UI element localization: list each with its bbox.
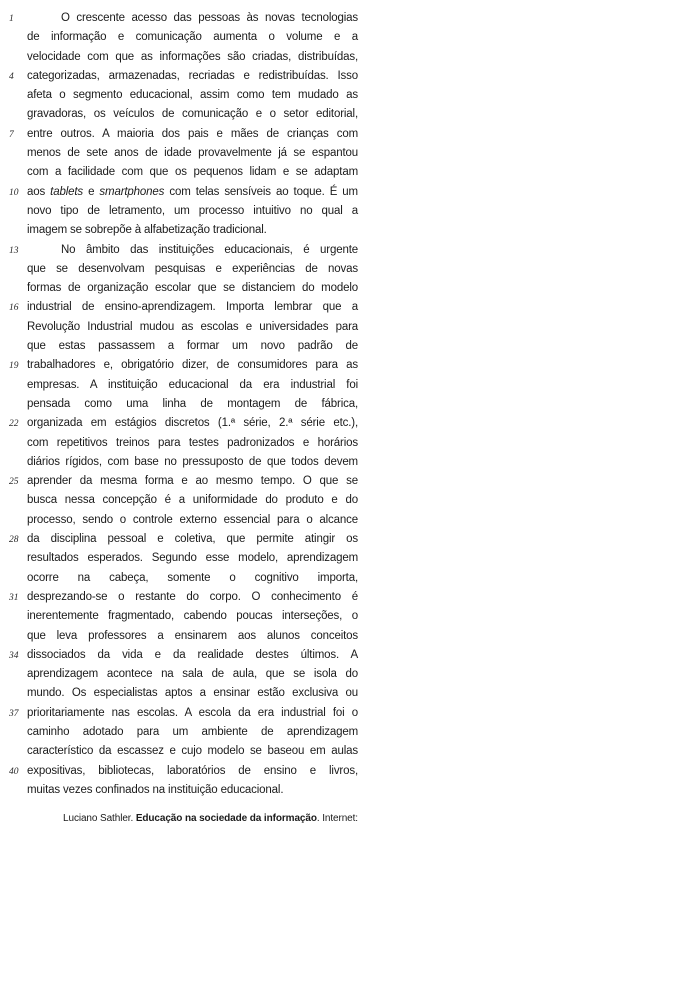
line-text: menos de sete anos de idade provavelmente já se espantou <box>27 147 358 160</box>
line-text: Revolução Industrial mudou as escolas e universidades para <box>27 320 358 333</box>
line-text: busca nessa concepção é a uniformidade do produto e do <box>27 494 358 507</box>
text-line <box>9 491 358 510</box>
line-text: resultados esperados. Segundo esse modelo, aprendizagem <box>27 552 358 565</box>
text-line <box>9 221 358 240</box>
line-text: categorizadas, armazenadas, recriadas e redistribuídas. Isso <box>27 69 358 82</box>
line-number: 4 <box>9 71 14 82</box>
text-line <box>9 627 358 646</box>
text-line <box>9 762 358 781</box>
text-block <box>9 9 358 800</box>
text-line <box>9 183 358 202</box>
text-line <box>9 241 358 260</box>
line-text: ocorre na cabeça, somente o cognitivo importa, <box>27 571 358 584</box>
line-number: 40 <box>9 766 19 777</box>
text-line <box>9 9 358 28</box>
text-line <box>9 67 358 86</box>
line-number: 31 <box>9 592 19 603</box>
text-line <box>9 48 358 67</box>
line-text: novo tipo de letramento, um processo intuitivo no qual a <box>27 204 358 217</box>
line-number: 28 <box>9 535 19 546</box>
line-text: industrial de ensino-aprendizagem. Importa lembrar que a <box>27 301 358 314</box>
line-text: imagem se sobrepõe à alfabetização tradicional. <box>27 224 267 237</box>
text-line <box>9 356 358 375</box>
text-line <box>9 665 358 684</box>
line-text: expositivas, bibliotecas, laboratórios de ensino e livros, <box>27 764 358 777</box>
line-text: inerentemente fragmentado, cabendo poucas interseções, o <box>27 610 358 623</box>
line-text: processo, sendo o controle externo essencial para o alcance <box>27 513 358 526</box>
line-text: com repetitivos treinos para testes padronizados e horários <box>27 436 358 449</box>
text-line <box>9 105 358 124</box>
line-text: pensada como uma linha de montagem de fábrica, <box>27 397 358 410</box>
line-text: aprendizagem acontece na sala de aula, que se isola do <box>27 668 358 681</box>
line-number: 37 <box>9 708 19 719</box>
text-line <box>9 260 358 279</box>
line-text: de informação e comunicação aumenta o volume e a <box>27 31 358 44</box>
line-text: prioritariamente nas escolas. A escola da era industrial foi o <box>27 706 358 719</box>
line-text: trabalhadores e, obrigatório dizer, de consumidores para as <box>27 359 358 372</box>
text-line <box>9 472 358 491</box>
line-number: 13 <box>9 245 19 256</box>
line-text: afeta o segmento educacional, assim como tem mudado as <box>27 89 358 102</box>
line-text: organizada em estágios discretos (1.ª série, 2.ª série etc.), <box>27 417 358 430</box>
line-number: 16 <box>9 303 19 314</box>
citation: Luciano Sathler. Educação na sociedade da informação. Internet: <box>63 813 358 824</box>
text-line <box>9 144 358 163</box>
text-line <box>9 125 358 144</box>
text-line <box>9 704 358 723</box>
text-line <box>9 298 358 317</box>
line-number: 22 <box>9 419 19 430</box>
text-line <box>9 453 358 472</box>
line-number: 10 <box>9 187 19 198</box>
text-line <box>9 376 358 395</box>
line-number: 34 <box>9 650 19 661</box>
line-text: mundo. Os especialistas aptos a ensinar estão exclusiva ou <box>27 687 358 700</box>
text-line <box>9 279 358 298</box>
text-line <box>9 28 358 47</box>
line-number: 25 <box>9 477 19 488</box>
line-text: No âmbito das instituições educacionais, é urgente <box>61 243 358 256</box>
text-line <box>9 511 358 530</box>
line-text: característico da escassez e cujo modelo se baseou em aulas <box>27 745 358 758</box>
text-line <box>9 202 358 221</box>
line-text: velocidade com que as informações são criadas, distribuídas, <box>27 50 358 63</box>
line-text: desprezando-se o restante do corpo. O conhecimento é <box>27 590 358 603</box>
text-line <box>9 163 358 182</box>
line-text: dissociados da vida e da realidade destes últimos. A <box>27 648 358 661</box>
text-line <box>9 337 358 356</box>
text-line <box>9 588 358 607</box>
line-text: empresas. A instituição educacional da era industrial foi <box>27 378 358 391</box>
text-line <box>9 414 358 433</box>
text-line <box>9 723 358 742</box>
text-line <box>9 434 358 453</box>
line-text: que leva professores a ensinarem aos alunos conceitos <box>27 629 358 642</box>
text-line <box>9 86 358 105</box>
text-line <box>9 395 358 414</box>
line-text: aprender da mesma forma e ao mesmo tempo. O que se <box>27 475 358 488</box>
text-line <box>9 569 358 588</box>
text-line <box>9 318 358 337</box>
line-text: caminho adotado para um ambiente de aprendizagem <box>27 725 358 738</box>
text-line <box>9 684 358 703</box>
line-number: 19 <box>9 361 19 372</box>
line-text: gravadoras, os veículos de comunicação e o setor editorial, <box>27 108 358 121</box>
line-text: diários rígidos, com base no pressuposto de que todos devem <box>27 455 358 468</box>
line-number: 1 <box>9 14 14 24</box>
line-text: aos tablets e smartphones com telas sensíveis ao toque. É um <box>27 185 358 198</box>
line-text: com a facilidade com que os pequenos lidam e se adaptam <box>27 166 358 179</box>
text-line <box>9 530 358 549</box>
line-text: da disciplina pessoal e coletiva, que permite atingir os <box>27 533 358 546</box>
line-text: entre outros. A maioria dos pais e mães de crianças com <box>27 127 358 140</box>
text-line <box>9 607 358 626</box>
line-text: O crescente acesso das pessoas às novas tecnologias <box>61 12 358 24</box>
text-line <box>9 742 358 761</box>
text-line <box>9 781 358 800</box>
text-line <box>9 646 358 665</box>
line-text: muitas vezes confinados na instituição educacional. <box>27 783 284 796</box>
line-text: que estas passassem a formar um novo padrão de <box>27 340 358 353</box>
line-text: que se desenvolvam pesquisas e experiências de novas <box>27 262 358 275</box>
line-number: 7 <box>9 129 14 140</box>
text-line <box>9 549 358 568</box>
line-text: formas de organização escolar que se distanciem do modelo <box>27 282 358 295</box>
